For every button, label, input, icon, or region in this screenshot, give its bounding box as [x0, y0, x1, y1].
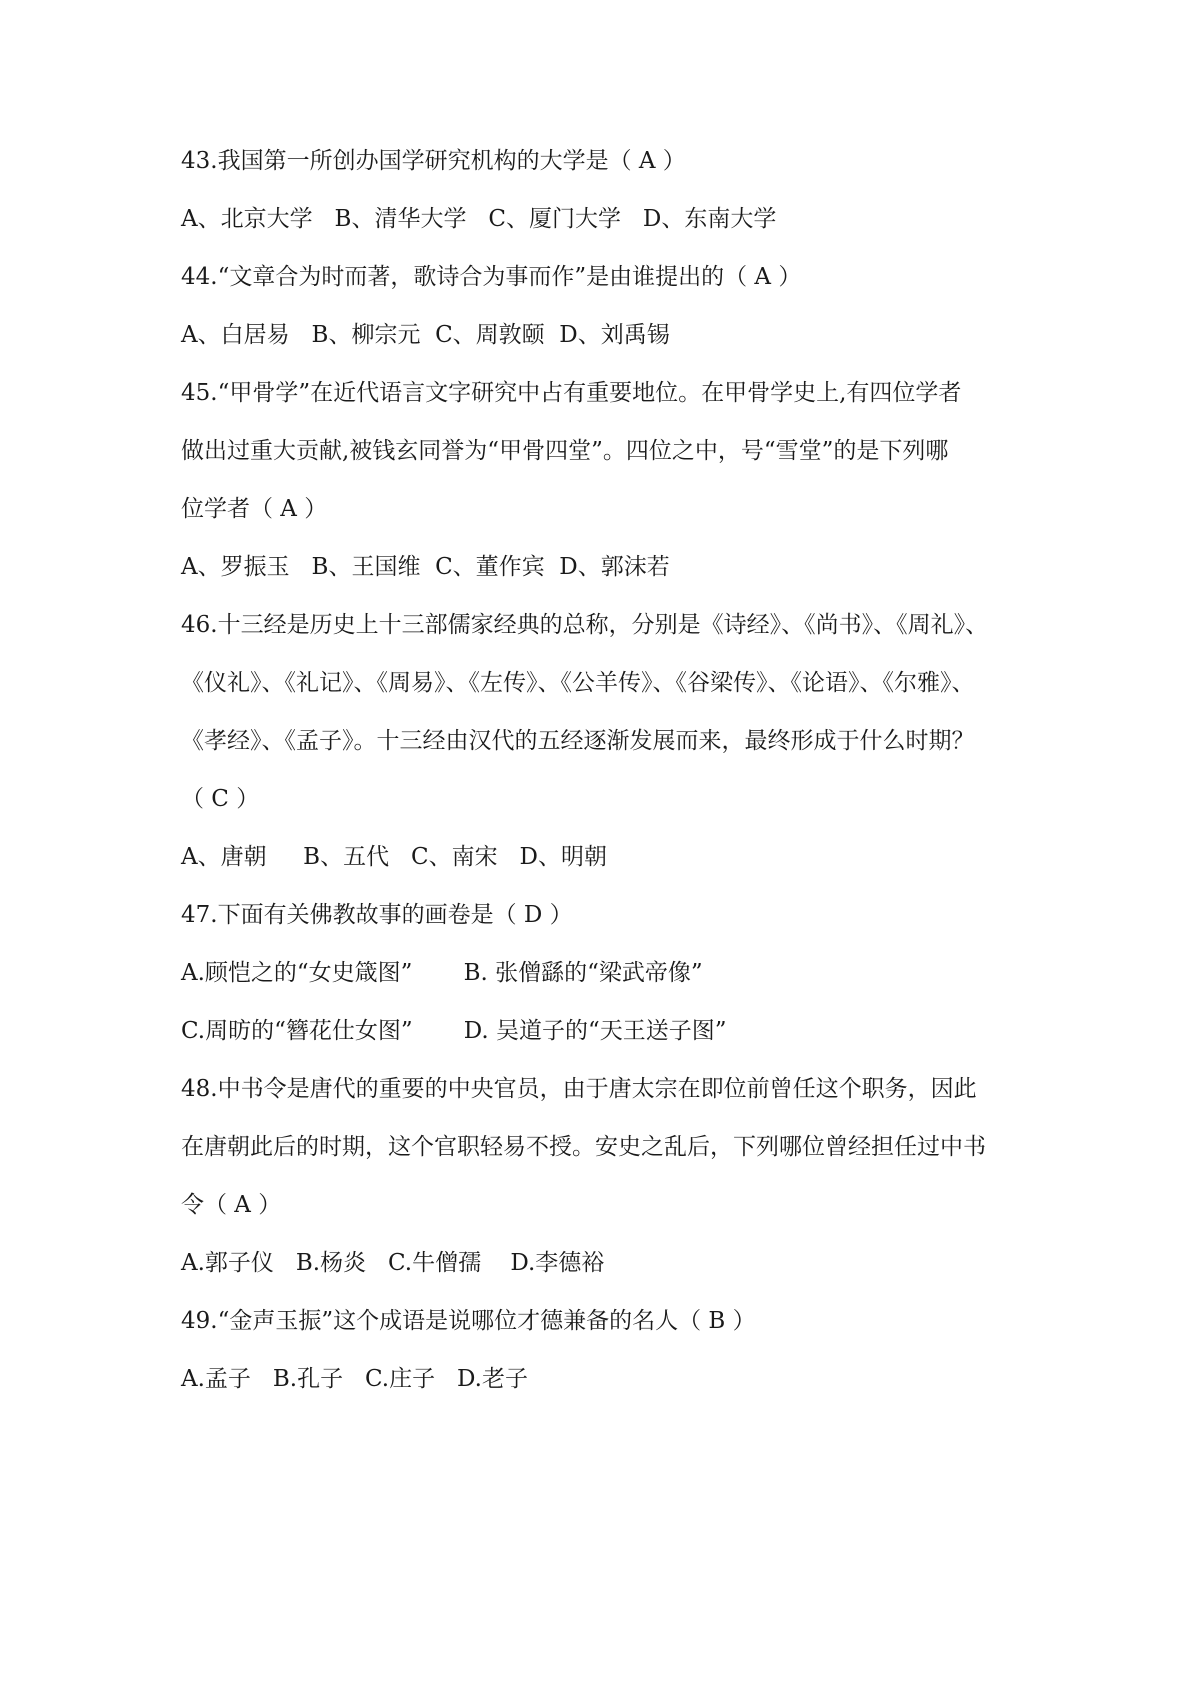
question-46-line-1: 46.十三经是历史上十三部儒家经典的总称，分别是《诗经》、《尚书》、《周礼》、 — [181, 612, 989, 638]
question-48-line-1: 48.中书令是唐代的重要的中央官员，由于唐太宗在即位前曾任这个职务，因此 — [181, 1076, 977, 1102]
question-43-line-1: 43.我国第一所创办国学研究机构的大学是（ A ） — [181, 148, 686, 174]
question-46-line-2: 《仪礼》、《礼记》、《周易》、《左传》、《公羊传》、《谷梁传》、《论语》、《尔雅》、 — [181, 670, 975, 696]
question-46-line-3: 《孝经》、《孟子》。十三经由汉代的五经逐渐发展而来，最终形成于什么时期？ — [181, 728, 975, 754]
question-46-line-4: （ C ） — [181, 786, 260, 812]
question-43-options: A、北京大学 B、清华大学 C、厦门大学 D、东南大学 — [181, 206, 777, 232]
question-48-line-2: 在唐朝此后的时期，这个官职轻易不授。安史之乱后，下列哪位曾经担任过中书 — [181, 1134, 986, 1160]
question-45-line-2: 做出过重大贡献,被钱玄同誉为“甲骨四堂”。四位之中，号“雪堂”的是下列哪 — [181, 438, 949, 464]
question-48-line-3: 令（ A ） — [181, 1192, 282, 1218]
question-45-line-3: 位学者（ A ） — [181, 496, 328, 522]
question-44-options: A、白居易 B、柳宗元 C、周敦颐 D、刘禹锡 — [181, 322, 670, 348]
question-44-line-1: 44.“文章合为时而著，歌诗合为事而作”是由谁提出的（ A ） — [181, 264, 802, 290]
question-48-options: A.郭子仪 B.杨炎 C.牛僧孺 D.李德裕 — [181, 1250, 605, 1276]
question-45-options: A、罗振玉 B、王国维 C、董作宾 D、郭沫若 — [181, 554, 670, 580]
question-47-options-2: C.周昉的“簪花仕女图” D. 吴道子的“天王送子图” — [181, 1018, 727, 1044]
question-47-line-1: 47.下面有关佛教故事的画卷是（ D ） — [181, 902, 573, 928]
question-46-options: A、唐朝 B、五代 C、南宋 D、明朝 — [181, 844, 607, 870]
question-45-line-1: 45.“甲骨学”在近代语言文字研究中占有重要地位。在甲骨学史上,有四位学者 — [181, 380, 962, 406]
question-49-options: A.孟子 B.孔子 C.庄子 D.老子 — [181, 1366, 528, 1392]
question-49-line-1: 49.“金声玉振”这个成语是说哪位才德兼备的名人（ B ） — [181, 1308, 756, 1334]
question-47-options-1: A.顾恺之的“女史箴图” B. 张僧繇的“梁武帝像” — [181, 960, 703, 986]
